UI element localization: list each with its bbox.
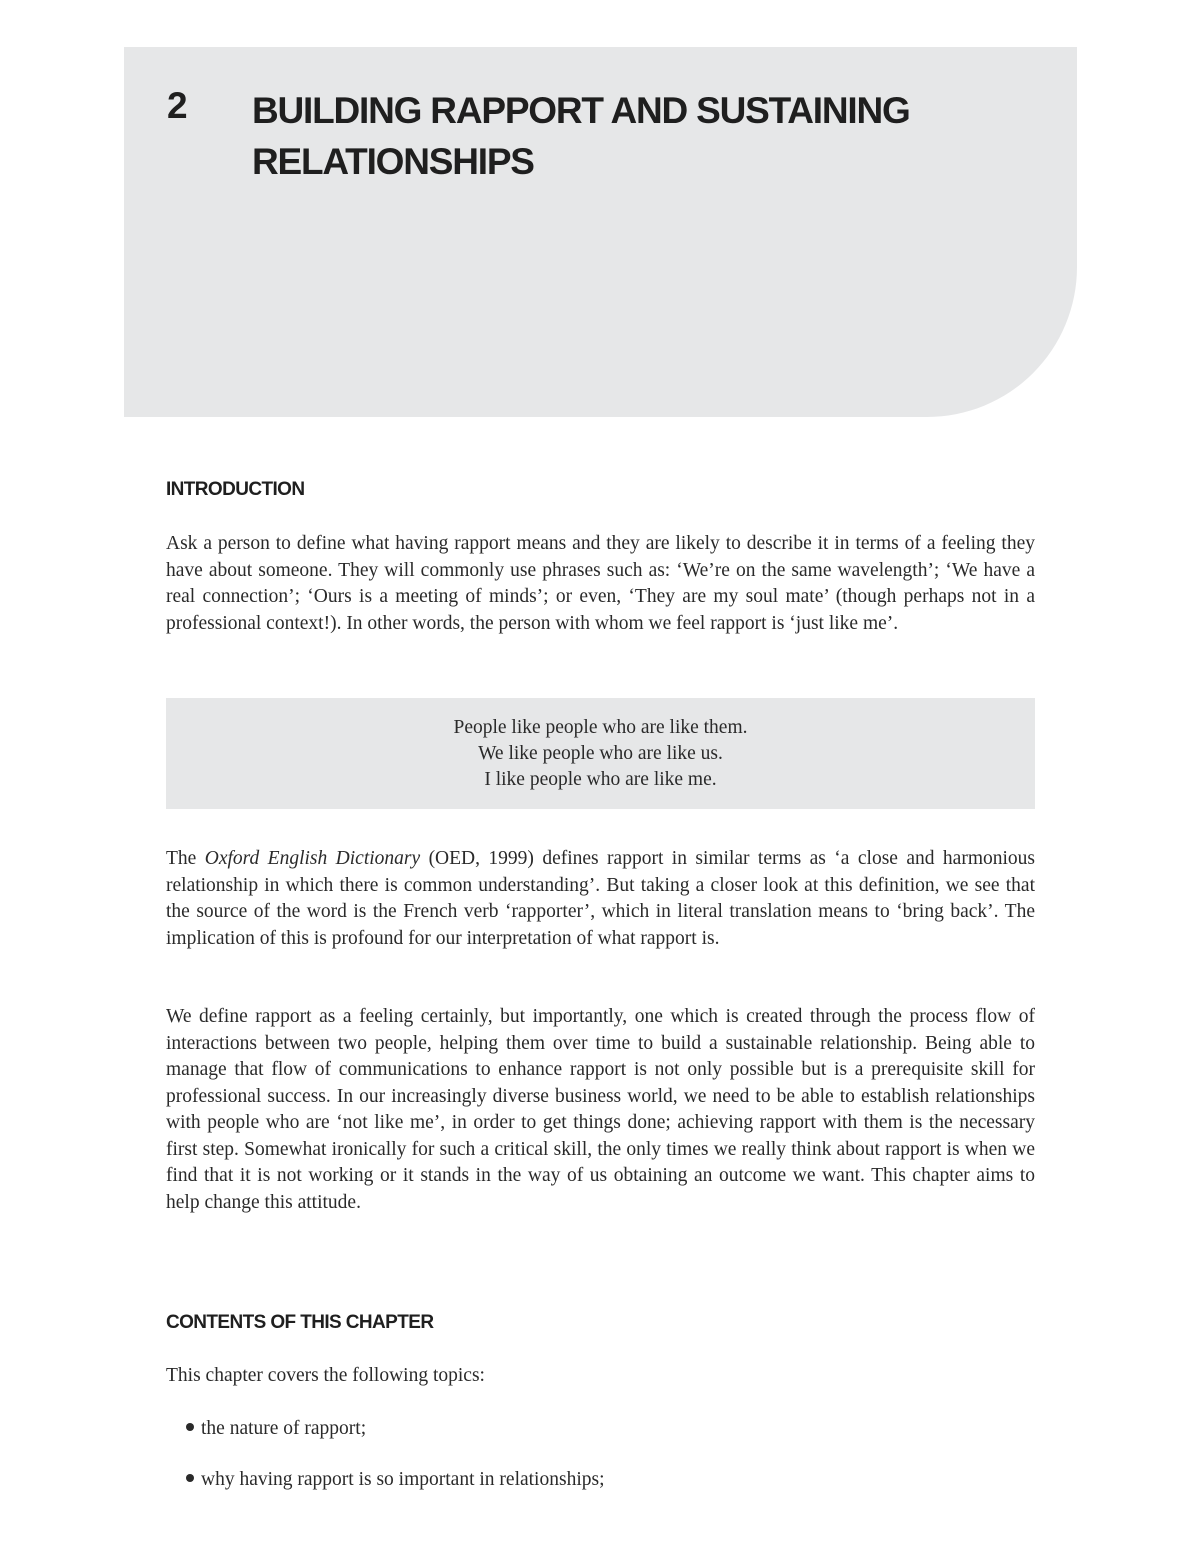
definition-paragraph: We define rapport as a feeling certainly, but importantly, one which is created through the process flow of interactions between two people, helping them over time to build a sustainable relationship. Being able to manage that flow of communications to enhance rapport is not only possible but is a prerequisite skill for professional success. In our increasingly diverse business world, we need to be able to establish relationships with people who are ‘not like me’, in order to get things done; achieving rapport with them is the necessary first step. Somewhat ironically for such a critical skill, the only times we really think about rapport is when we find that it is not working or it stands in the way of us obtaining an outcome we want. This chapter aims to help change this attitude. [166,1006,1035,1213]
dictionary-title: Oxford English Dictionary [204,848,421,869]
oed-paragraph [166,846,1035,952]
quote-line: I like people who are like me. [484,769,717,790]
topics-list [186,1416,605,1518]
quote-line: We like people who are like us. [478,743,723,764]
list-item-text: why having rapport is so important in relationships; [201,1469,605,1490]
chapter-title: BUILDING RAPPORT AND SUSTAINING RELATIONSHIPS [252,90,910,182]
list-item [186,1416,605,1442]
contents-intro: This chapter covers the following topics: [166,1365,485,1386]
contents-heading: CONTENTS OF THIS CHAPTER [166,1312,434,1333]
quote-line: People like people who are like them. [453,717,748,738]
list-item [186,1467,605,1493]
oed-paragraph-start: The [166,848,205,869]
list-item-text: the nature of rapport; [201,1418,367,1439]
introduction-heading: INTRODUCTION [166,479,305,500]
chapter-banner [124,47,1077,417]
introduction-paragraph: Ask a person to define what having rapport means and they are likely to describe it in terms of a feeling they have about someone. They will commonly use phrases such as: ‘We’re on the same wavelength’; ‘We have a real connection’; ‘Ours is a meeting of minds’; or even, ‘They are my soul mate’ (though perhaps not in a professional context!). In other words, the person with whom we feel rapport is ‘just like me’. [166,533,1035,634]
bullet-icon [186,1474,194,1482]
oed-paragraph-rest: (OED, 1999) defines rapport in similar terms as ‘a close and harmonious relationship in which there is common understanding’. But taking a closer look at this definition, we see that the source of the word is the French verb ‘rapporter’, which in literal translation means to ‘bring back’. The implication of this is profound for our interpretation of what rapport is. [166,848,1035,949]
chapter-number: 2 [167,85,187,126]
bullet-icon [186,1423,194,1431]
quote-box [166,698,1035,809]
